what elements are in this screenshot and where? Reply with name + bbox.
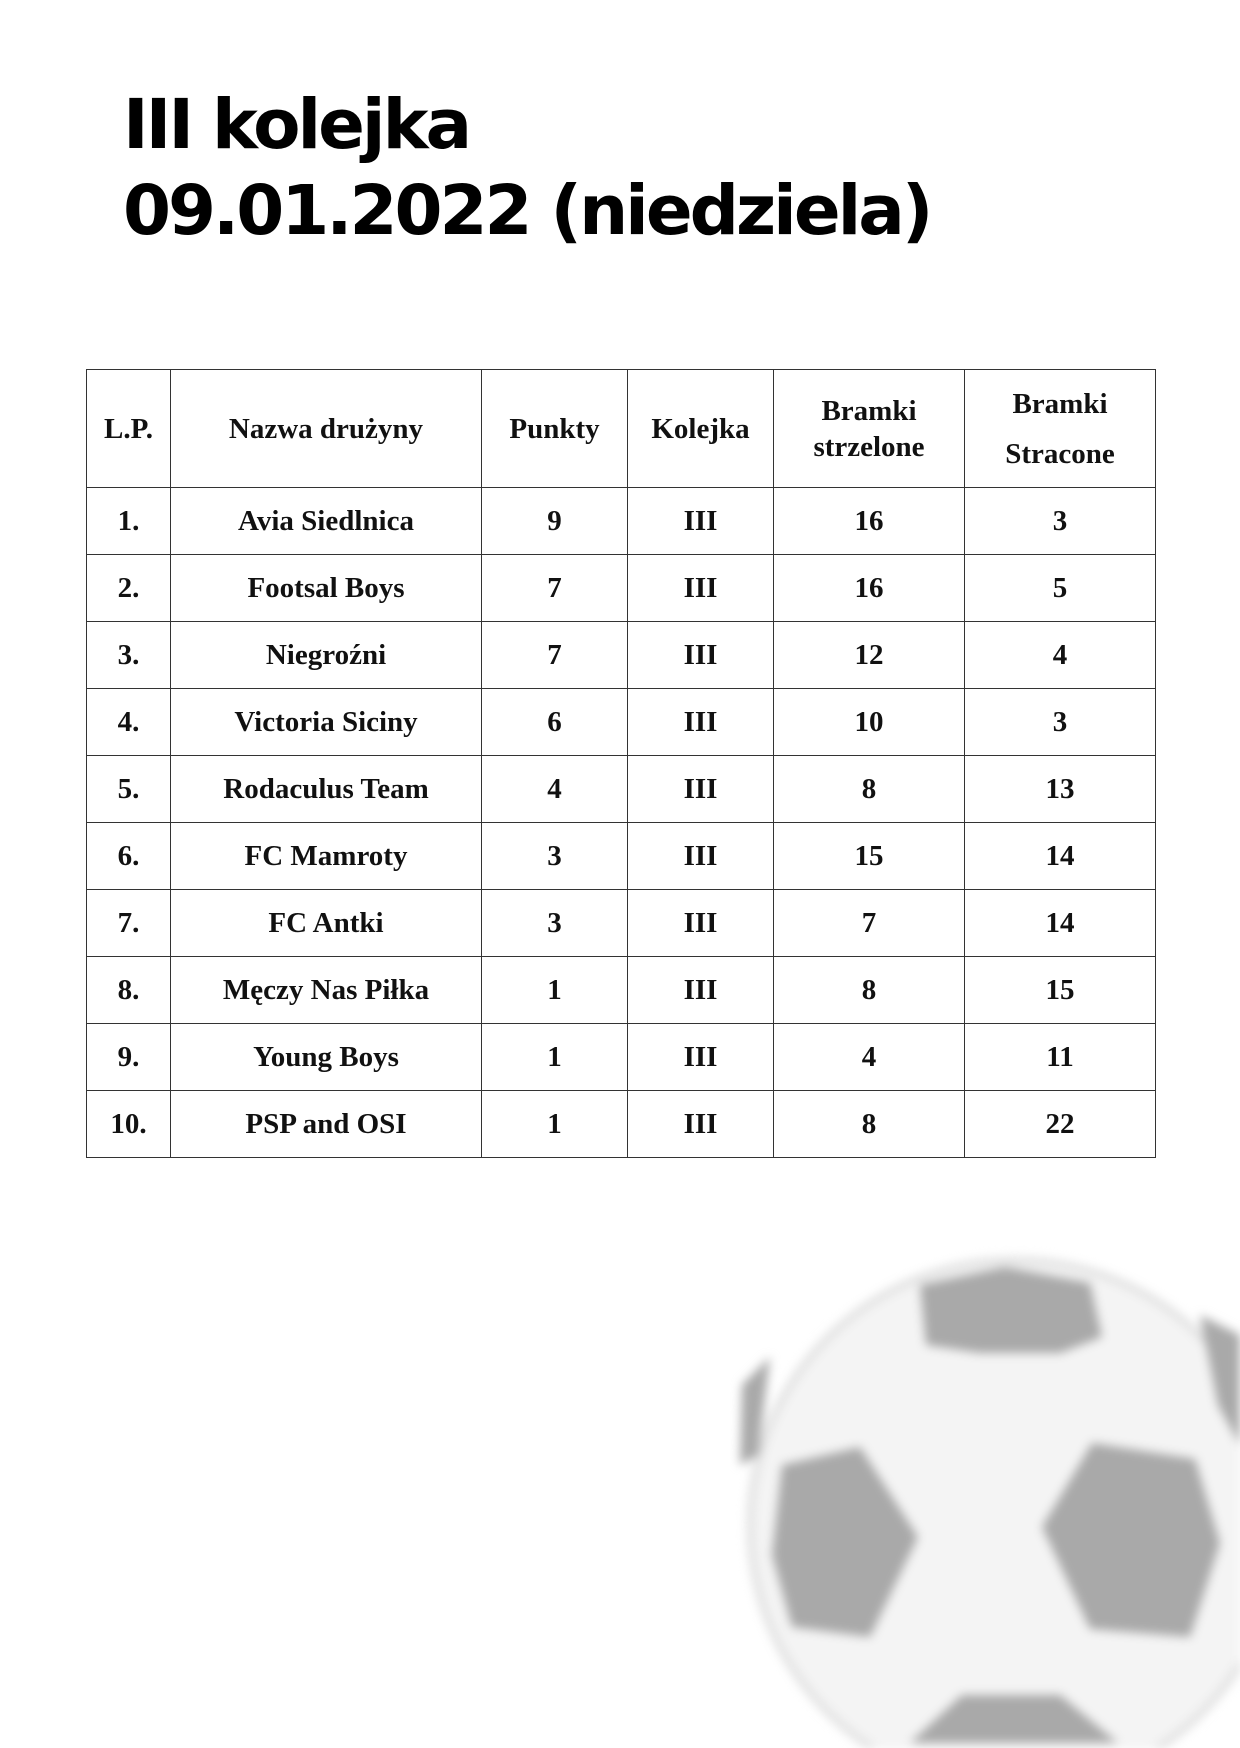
cell-round: III <box>628 1024 774 1091</box>
table-row <box>87 689 1156 756</box>
cell-goals-conceded: 3 <box>965 488 1156 555</box>
cell-lp: 4. <box>87 689 171 756</box>
header-team: Nazwa drużyny <box>171 370 482 488</box>
table-row <box>87 823 1156 890</box>
cell-goals-scored: 12 <box>774 622 965 689</box>
standings-table <box>86 369 1156 1158</box>
cell-round: III <box>628 957 774 1024</box>
cell-goals-conceded: 11 <box>965 1024 1156 1091</box>
cell-team: PSP and OSI <box>171 1091 482 1158</box>
cell-points: 7 <box>482 555 628 622</box>
cell-goals-conceded: 3 <box>965 689 1156 756</box>
table-row <box>87 488 1156 555</box>
cell-round: III <box>628 756 774 823</box>
header-points: Punkty <box>482 370 628 488</box>
cell-goals-scored: 16 <box>774 488 965 555</box>
cell-team: Niegroźni <box>171 622 482 689</box>
cell-round: III <box>628 555 774 622</box>
cell-goals-conceded: 15 <box>965 957 1156 1024</box>
cell-goals-conceded: 14 <box>965 823 1156 890</box>
soccer-ball-icon <box>730 1225 1240 1748</box>
table-row <box>87 957 1156 1024</box>
cell-lp: 2. <box>87 555 171 622</box>
cell-lp: 10. <box>87 1091 171 1158</box>
cell-team: Rodaculus Team <box>171 756 482 823</box>
round-title: III kolejka <box>123 85 470 165</box>
header-goals-scored-line2: strzelone <box>813 430 925 463</box>
cell-points: 7 <box>482 622 628 689</box>
cell-goals-conceded: 14 <box>965 890 1156 957</box>
cell-lp: 3. <box>87 622 171 689</box>
cell-round: III <box>628 488 774 555</box>
table-row <box>87 555 1156 622</box>
cell-goals-scored: 7 <box>774 890 965 957</box>
cell-points: 4 <box>482 756 628 823</box>
cell-goals-conceded: 4 <box>965 622 1156 689</box>
page-title <box>123 82 930 254</box>
cell-team: Young Boys <box>171 1024 482 1091</box>
cell-team: Footsal Boys <box>171 555 482 622</box>
cell-lp: 8. <box>87 957 171 1024</box>
cell-goals-scored: 15 <box>774 823 965 890</box>
cell-team: FC Mamroty <box>171 823 482 890</box>
table-row <box>87 1024 1156 1091</box>
soccer-ball-decoration <box>730 1225 1240 1748</box>
header-goals-conceded-line2: Stracone <box>1005 437 1115 470</box>
cell-lp: 5. <box>87 756 171 823</box>
table-header-row <box>87 370 1156 488</box>
header-goals-scored <box>774 370 965 488</box>
cell-lp: 6. <box>87 823 171 890</box>
cell-lp: 9. <box>87 1024 171 1091</box>
cell-points: 1 <box>482 1091 628 1158</box>
cell-lp: 7. <box>87 890 171 957</box>
cell-goals-scored: 10 <box>774 689 965 756</box>
cell-points: 1 <box>482 957 628 1024</box>
cell-points: 6 <box>482 689 628 756</box>
cell-team: FC Antki <box>171 890 482 957</box>
cell-goals-scored: 4 <box>774 1024 965 1091</box>
cell-goals-conceded: 22 <box>965 1091 1156 1158</box>
table-row <box>87 756 1156 823</box>
cell-round: III <box>628 890 774 957</box>
cell-lp: 1. <box>87 488 171 555</box>
cell-round: III <box>628 689 774 756</box>
header-goals-scored-line1: Bramki <box>821 394 917 427</box>
table-row <box>87 890 1156 957</box>
cell-points: 3 <box>482 890 628 957</box>
cell-round: III <box>628 823 774 890</box>
cell-round: III <box>628 1091 774 1158</box>
cell-points: 9 <box>482 488 628 555</box>
header-lp: L.P. <box>87 370 171 488</box>
cell-goals-scored: 8 <box>774 957 965 1024</box>
header-round: Kolejka <box>628 370 774 488</box>
cell-goals-scored: 8 <box>774 1091 965 1158</box>
cell-goals-scored: 8 <box>774 756 965 823</box>
cell-team: Avia Siedlnica <box>171 488 482 555</box>
cell-round: III <box>628 622 774 689</box>
cell-team: Męczy Nas Piłka <box>171 957 482 1024</box>
header-goals-conceded-line1: Bramki <box>1012 387 1108 420</box>
cell-points: 1 <box>482 1024 628 1091</box>
table-row <box>87 1091 1156 1158</box>
match-date: 09.01.2022 (niedziela) <box>123 171 931 251</box>
header-goals-conceded <box>965 370 1156 488</box>
table-row <box>87 622 1156 689</box>
cell-goals-conceded: 13 <box>965 756 1156 823</box>
cell-team: Victoria Siciny <box>171 689 482 756</box>
cell-points: 3 <box>482 823 628 890</box>
cell-goals-scored: 16 <box>774 555 965 622</box>
cell-goals-conceded: 5 <box>965 555 1156 622</box>
